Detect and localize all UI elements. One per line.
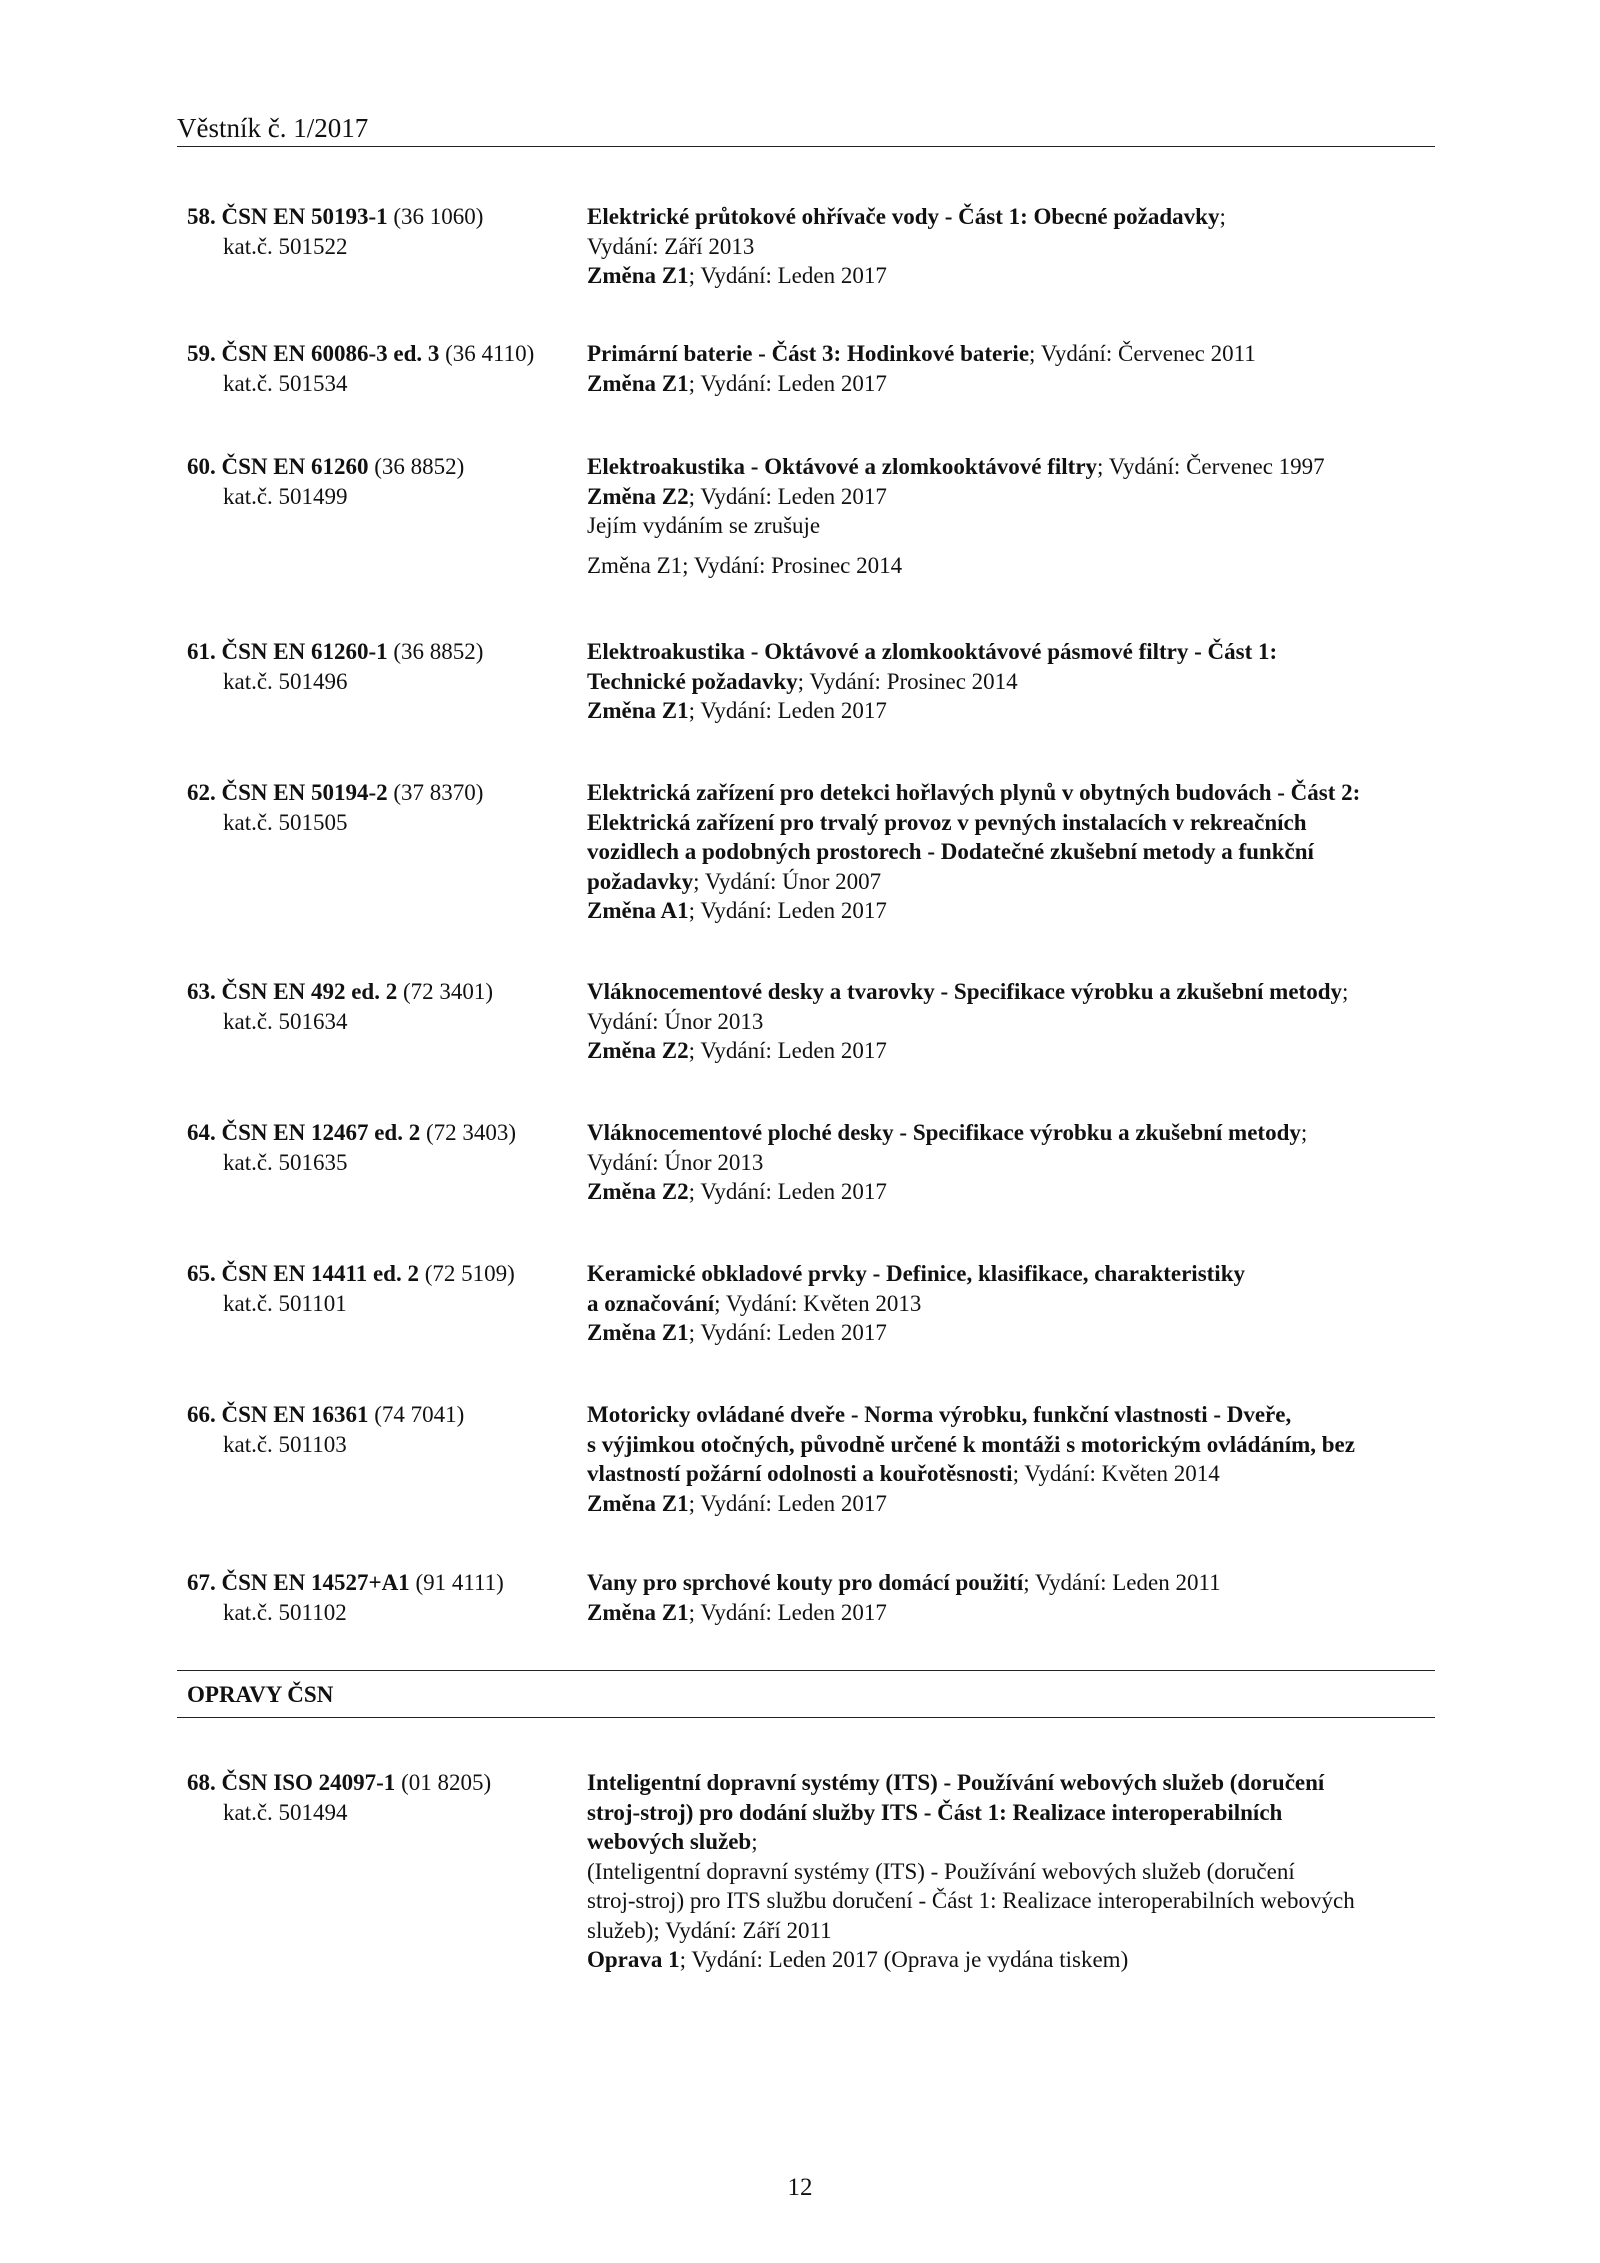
standard-description <box>587 1118 1437 1207</box>
plain-text: ; Vydání: Leden 2017 <box>688 370 887 396</box>
plain-text: ; Vydání: Leden 2017 <box>688 698 887 723</box>
bold-text: Primární baterie - Část 3: Hodinkové baterie <box>587 341 1030 366</box>
plain-text: ; Vydání: Leden 2017 <box>688 483 887 509</box>
entry-number: 67. <box>187 1570 216 1595</box>
catalog-number: kat.č. 501634 <box>223 1008 348 1034</box>
plain-text: Vydání: Únor 2013 <box>587 1149 764 1175</box>
description-line <box>587 1036 1437 1066</box>
description-line <box>587 1148 1437 1178</box>
bold-text: Vláknocementové ploché desky - Specifikace výrobku a zkušební metody <box>587 1120 1301 1145</box>
standard-description <box>587 452 1437 580</box>
plain-text: Vydání: Září 2013 <box>587 233 755 259</box>
standard-identifier <box>187 452 577 511</box>
description-line <box>587 696 1437 726</box>
bold-text: Elektrická zařízení pro trvalý provoz v pevných instalacích v rekreačních <box>587 809 1307 835</box>
bold-text: Elektroakustika - Oktávové a zlomkooktávové pásmové filtry - Část 1: <box>587 639 1278 664</box>
bold-text: požadavky <box>587 868 694 894</box>
standard-code: ČSN EN 492 ed. 2 <box>221 979 398 1004</box>
catalog-number: kat.č. 501102 <box>223 1599 347 1625</box>
description-line <box>587 482 1437 512</box>
standard-code: ČSN EN 14527+A1 <box>221 1570 410 1595</box>
bold-text: Změna Z1 <box>587 1320 689 1345</box>
description-line <box>587 837 1437 867</box>
bold-text: vozidlech a podobných prostorech - Dodatečné zkušební metody a funkční <box>587 839 1314 864</box>
plain-text: Změna Z1; Vydání: Prosinec 2014 <box>587 552 903 578</box>
plain-text: ; <box>1341 979 1349 1004</box>
classification-code: (72 3403) <box>425 1120 517 1145</box>
bold-text: Změna Z1 <box>587 263 689 288</box>
plain-text: ; Vydání: Prosinec 2014 <box>797 668 1018 694</box>
plain-text: ; Vydání: Leden 2011 <box>1023 1570 1221 1595</box>
standard-code-line <box>187 1768 577 1798</box>
bold-text: Technické požadavky <box>587 668 798 694</box>
catalog-number: kat.č. 501494 <box>223 1799 348 1825</box>
standard-description <box>587 339 1437 398</box>
bold-text: Změna Z2 <box>587 483 689 509</box>
description-line <box>587 452 1437 482</box>
classification-code: (91 4111) <box>415 1570 504 1595</box>
standard-code: ČSN EN 60086-3 ed. 3 <box>221 341 440 366</box>
description-line <box>587 551 1437 581</box>
standard-description <box>587 1568 1437 1627</box>
standard-description <box>587 202 1437 291</box>
page-header: Věstník č. 1/2017 <box>177 113 369 143</box>
standard-code-line <box>187 1568 577 1598</box>
standard-code-line <box>187 1118 577 1148</box>
plain-text: ; <box>1219 204 1226 229</box>
standard-code: ČSN EN 50193-1 <box>221 204 388 229</box>
standard-code: ČSN ISO 24097-1 <box>221 1770 396 1795</box>
standard-code: ČSN EN 14411 ed. 2 <box>221 1261 419 1286</box>
description-line <box>587 637 1437 667</box>
standard-code-line <box>187 1259 577 1289</box>
header-rule <box>177 146 1435 147</box>
description-line <box>587 261 1437 291</box>
description-line <box>587 1568 1437 1598</box>
standard-description <box>587 637 1437 726</box>
standard-code-line <box>187 1400 577 1430</box>
entry-number: 63. <box>187 979 216 1004</box>
classification-code: (01 8205) <box>401 1770 492 1795</box>
classification-code: (36 8852) <box>374 454 465 479</box>
standard-code-line <box>187 202 577 232</box>
catalog-number: kat.č. 501499 <box>223 483 348 509</box>
classification-code: (72 5109) <box>424 1261 515 1286</box>
bold-text: s výjimkou otočných, původně určené k montáži s motorickým ovládáním, bez <box>587 1431 1355 1457</box>
standard-identifier <box>187 637 577 696</box>
entry-number: 58. <box>187 204 216 229</box>
catalog-number: kat.č. 501522 <box>223 233 348 259</box>
entry-number: 62. <box>187 780 216 805</box>
classification-code: (36 4110) <box>445 341 535 366</box>
bold-text: a označování <box>587 1290 715 1316</box>
classification-code: (74 7041) <box>374 1402 465 1427</box>
description-line <box>587 1118 1437 1148</box>
standard-identifier <box>187 977 577 1036</box>
standard-code: ČSN EN 16361 <box>221 1402 369 1427</box>
plain-text: (Inteligentní dopravní systémy (ITS) - Používání webových služeb (doručení <box>587 1858 1295 1884</box>
description-line <box>587 1459 1437 1489</box>
description-line <box>587 202 1437 232</box>
standard-description <box>587 1400 1437 1518</box>
plain-text: ; Vydání: Květen 2013 <box>714 1290 922 1316</box>
classification-code: (36 8852) <box>393 639 484 664</box>
standard-code-line <box>187 778 577 808</box>
classification-code: (36 1060) <box>393 204 484 229</box>
description-line <box>587 977 1437 1007</box>
plain-text: ; Vydání: Leden 2017 <box>688 1490 887 1516</box>
description-line <box>587 1430 1437 1460</box>
bold-text: Změna Z1 <box>587 1599 689 1625</box>
plain-text: ; Vydání: Leden 2017 <box>688 1599 887 1625</box>
entry-number: 59. <box>187 341 216 366</box>
entry-number: 68. <box>187 1770 216 1795</box>
plain-text: ; Vydání: Leden 2017 <box>688 1320 887 1345</box>
description-line <box>587 1007 1437 1037</box>
plain-text: ; Vydání: Leden 2017 <box>688 1179 887 1204</box>
classification-code: (72 3401) <box>402 979 494 1004</box>
standard-code: ČSN EN 61260-1 <box>221 639 388 664</box>
plain-text: ; Vydání: Červenec 2011 <box>1029 341 1256 366</box>
bold-text: Motoricky ovládané dveře - Norma výrobku, funkční vlastnosti - Dveře, <box>587 1402 1292 1427</box>
description-line <box>587 1798 1437 1828</box>
standard-identifier <box>187 1568 577 1627</box>
description-line <box>587 1259 1437 1289</box>
standard-code-line <box>187 452 577 482</box>
description-line <box>587 1857 1437 1887</box>
standard-identifier <box>187 339 577 398</box>
description-line <box>587 1489 1437 1519</box>
catalog-number: kat.č. 501496 <box>223 668 348 694</box>
plain-text: Jejím vydáním se zrušuje <box>587 513 821 538</box>
plain-text: ; Vydání: Únor 2007 <box>693 868 882 894</box>
description-line <box>587 1598 1437 1628</box>
standard-identifier <box>187 1768 577 1827</box>
catalog-number: kat.č. 501534 <box>223 370 348 396</box>
bold-text: Inteligentní dopravní systémy (ITS) - Používání webových služeb (doručení <box>587 1770 1325 1795</box>
bold-text: Změna Z2 <box>587 1179 689 1204</box>
description-line <box>587 1768 1437 1798</box>
bold-text: Keramické obkladové prvky - Definice, klasifikace, charakteristiky <box>587 1261 1245 1286</box>
catalog-number: kat.č. 501101 <box>223 1290 347 1316</box>
standard-code-line <box>187 339 577 369</box>
page-number: 12 <box>787 2174 813 2201</box>
description-line <box>587 511 1437 541</box>
standard-identifier <box>187 1118 577 1177</box>
plain-text: ; Vydání: Leden 2017 <box>688 898 887 923</box>
description-line <box>587 1827 1437 1857</box>
description-line <box>587 1916 1437 1946</box>
description-line <box>587 339 1437 369</box>
catalog-number: kat.č. 501505 <box>223 809 348 835</box>
bold-text: vlastností požární odolnosti a kouřotěsnosti <box>587 1461 1013 1486</box>
section-top-rule <box>177 1670 1435 1671</box>
standard-identifier <box>187 778 577 837</box>
bold-text: Vláknocementové desky a tvarovky - Specifikace výrobku a zkušební metody <box>587 979 1342 1004</box>
description-line <box>587 896 1437 926</box>
plain-text: ; Vydání: Květen 2014 <box>1012 1461 1220 1486</box>
entry-number: 60. <box>187 454 216 479</box>
plain-text: ; <box>1300 1120 1308 1145</box>
bold-text: Oprava 1 <box>587 1947 680 1972</box>
plain-text: ; Vydání: Červenec 1997 <box>1097 454 1325 479</box>
bold-text: Vany pro sprchové kouty pro domácí použití <box>587 1570 1024 1595</box>
description-line <box>587 1400 1437 1430</box>
standard-code: ČSN EN 50194-2 <box>221 780 388 805</box>
entry-number: 64. <box>187 1120 216 1145</box>
description-line <box>587 1318 1437 1348</box>
standard-code: ČSN EN 61260 <box>221 454 369 479</box>
entry-number: 61. <box>187 639 216 664</box>
classification-code: (37 8370) <box>393 780 484 805</box>
standard-description <box>587 1259 1437 1348</box>
bold-text: Změna Z1 <box>587 698 689 723</box>
entry-number: 65. <box>187 1261 216 1286</box>
plain-text: ; <box>751 1829 758 1854</box>
standard-identifier <box>187 1400 577 1459</box>
standard-description <box>587 778 1437 926</box>
bold-text: Změna Z1 <box>587 1490 689 1516</box>
description-line <box>587 1289 1437 1319</box>
plain-text: ; Vydání: Leden 2017 <box>688 1038 887 1063</box>
description-line <box>587 867 1437 897</box>
description-line <box>587 1945 1437 1975</box>
standard-identifier <box>187 1259 577 1318</box>
catalog-number: kat.č. 501103 <box>223 1431 347 1457</box>
plain-text: ; Vydání: Leden 2017 <box>688 263 887 288</box>
standard-code-line <box>187 637 577 667</box>
section-title: OPRAVY ČSN <box>187 1682 334 1707</box>
catalog-number: kat.č. 501635 <box>223 1149 348 1175</box>
description-line <box>587 1177 1437 1207</box>
standard-description <box>587 1768 1437 1975</box>
description-line <box>587 808 1437 838</box>
standard-code: ČSN EN 12467 ed. 2 <box>221 1120 421 1145</box>
bold-text: stroj-stroj) pro dodání služby ITS - Část 1: Realizace interoperabilních <box>587 1799 1283 1825</box>
bold-text: Elektrická zařízení pro detekci hořlavých plynů v obytných budovách - Část 2: <box>587 780 1361 805</box>
description-line <box>587 778 1437 808</box>
plain-text: ; Vydání: Leden 2017 (Oprava je vydána tiskem) <box>679 1947 1129 1972</box>
entry-number: 66. <box>187 1402 216 1427</box>
bold-text: Změna Z1 <box>587 370 689 396</box>
standard-identifier <box>187 202 577 261</box>
section-bottom-rule <box>177 1717 1435 1718</box>
plain-text: stroj-stroj) pro ITS službu doručení - Část 1: Realizace interoperabilních webových <box>587 1888 1355 1913</box>
description-line <box>587 667 1437 697</box>
description-line <box>587 369 1437 399</box>
bold-text: webových služeb <box>587 1829 752 1854</box>
bold-text: Elektroakustika - Oktávové a zlomkooktávové filtry <box>587 454 1098 479</box>
plain-text: Vydání: Únor 2013 <box>587 1008 764 1034</box>
description-line <box>587 232 1437 262</box>
plain-text: služeb); Vydání: Září 2011 <box>587 1917 832 1943</box>
bold-text: Změna Z2 <box>587 1038 689 1063</box>
bold-text: Změna A1 <box>587 898 689 923</box>
bold-text: Elektrické průtokové ohřívače vody - Část 1: Obecné požadavky <box>587 204 1220 229</box>
standard-description <box>587 977 1437 1066</box>
standard-code-line <box>187 977 577 1007</box>
description-line <box>587 1886 1437 1916</box>
